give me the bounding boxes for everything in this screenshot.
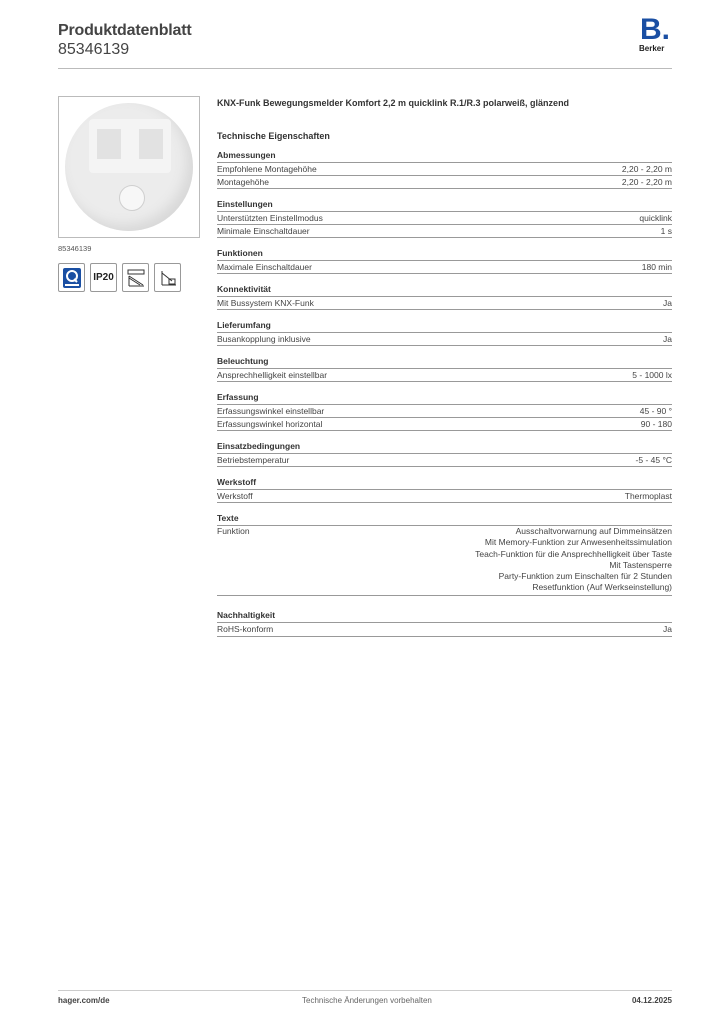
spec-row [217,454,672,467]
spec-label: RoHS-konform [217,623,274,634]
spec-row [217,418,672,431]
spec-group [217,356,672,382]
spec-row [217,490,672,503]
ip20-icon [90,263,117,292]
spec-label: Busankopplung inklusive [217,334,311,344]
spec-row [217,176,672,189]
spec-value: 2,20 - 2,20 m [621,177,672,187]
logo-letter: B. [640,13,670,46]
spec-value: 180 min [641,262,672,272]
group-title: Texte [217,513,672,526]
spec-row [217,212,672,225]
spec-value: Thermoplast [624,491,672,501]
spec-value: Ja [663,334,672,344]
group-title: Abmessungen [217,150,672,163]
spec-value: 5 - 1000 lx [632,370,672,380]
document-title: Produktdatenblatt [58,22,192,39]
spec-value: Ja [663,298,672,308]
group-nachhaltigkeit [217,610,672,637]
footer-date: 04.12.2025 [631,996,672,1005]
detection-range-icon [122,263,149,292]
group-title: Einsatzbedingungen [217,441,672,454]
spec-group [217,199,672,238]
texte-line: Resetfunktion (Auf Werkseinstellung) [532,582,672,593]
group-title: Konnektivität [217,284,672,297]
group-title: Erfassung [217,392,672,405]
texte-row [217,526,672,596]
texte-line: Ausschaltvorwarnung auf Dimmeinsätzen [515,526,672,536]
texte-line: Mit Tastensperre [609,559,672,570]
spec-label: Empfohlene Montagehöhe [217,164,317,174]
logo-word: Berker [639,44,665,53]
spec-row [217,163,672,176]
texte-lines [475,526,672,594]
spec-label: Maximale Einschaltdauer [217,262,312,272]
spec-group [217,284,672,310]
spec-group [217,441,672,467]
berker-logo [638,13,676,57]
document-header [58,22,192,59]
texte-line: Party-Funktion zum Einschalten für 2 Stunden [498,571,672,582]
sensor-lens [89,119,171,173]
document-number: 85346139 [58,41,130,58]
mounting-height-icon [154,263,181,292]
spec-label: Unterstützten Einstellmodus [217,213,323,223]
spec-value: 1 s [660,226,672,236]
spec-value: 2,20 - 2,20 m [621,164,672,174]
spec-label: Minimale Einschaltdauer [217,226,310,236]
spec-value: Ja [663,623,672,634]
product-image [58,96,200,238]
spec-group [217,392,672,431]
spec-row [217,261,672,274]
footer-website: hager.com/de [58,996,110,1005]
group-texte [217,513,672,596]
sensor-button [119,185,145,211]
spec-group [217,320,672,346]
group-title: Beleuchtung [217,356,672,369]
spec-row [217,297,672,310]
spec-label: Ansprechhelligkeit einstellbar [217,370,328,380]
spec-label: Erfassungswinkel horizontal [217,419,323,429]
spec-group [217,248,672,274]
image-caption: 85346139 [58,244,92,253]
section-heading: Technische Eigenschaften [217,131,330,141]
texte-label: Funktion [217,526,250,536]
certification-icons [58,263,181,292]
product-name: KNX-Funk Bewegungsmelder Komfort 2,2 m quicklink R.1/R.3 polarweiß, glänzend [217,98,570,108]
spec-label: Erfassungswinkel einstellbar [217,406,325,416]
spec-row [217,333,672,346]
spec-label: Montagehöhe [217,177,269,187]
spec-row [217,369,672,382]
footer-divider [58,990,672,991]
spec-value: 90 - 180 [640,419,672,429]
header-divider [58,68,672,69]
footer-disclaimer: Technische Änderungen vorbehalten [302,996,432,1005]
spec-row [217,225,672,238]
spec-label: Mit Bussystem KNX-Funk [217,298,314,308]
texte-line: Mit Memory-Funktion zur Anwesenheitssimulation [484,537,672,548]
spec-value: -5 - 45 °C [635,455,672,465]
group-title: Nachhaltigkeit [217,610,672,623]
group-title: Funktionen [217,248,672,261]
group-title: Einstellungen [217,199,672,212]
spec-value: 45 - 90 ° [639,406,672,416]
sensor-body [65,103,193,231]
group-title: Lieferumfang [217,320,672,333]
spec-row [217,623,672,637]
spec-value: quicklink [639,213,672,223]
spec-label: Betriebstemperatur [217,455,290,465]
technical-content [217,98,672,647]
texte-line: Teach-Funktion für die Ansprechhelligkeit über Taste [475,548,672,559]
spec-label: Werkstoff [217,491,253,501]
ip20-label: IP20 [93,272,114,283]
quality-seal-icon [58,263,85,292]
spec-group [217,150,672,189]
group-title: Werkstoff [217,477,672,490]
spec-row [217,405,672,418]
spec-groups [217,150,672,503]
spec-group [217,477,672,503]
